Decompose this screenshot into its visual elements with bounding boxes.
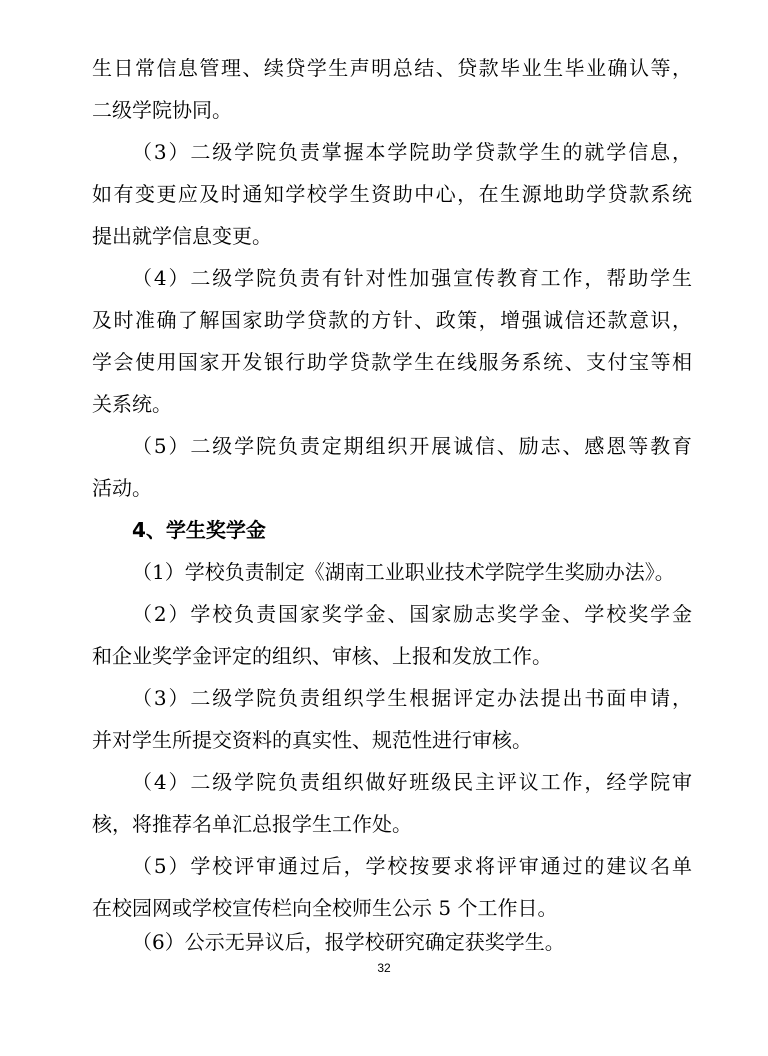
section-heading: 4、学生奖学金 (132, 518, 266, 542)
text-line: 在校园网或学校宣传栏向全校师生公示 5 个工作日。 (92, 896, 558, 920)
text-line: 并对学生所提交资料的真实性、规范性进行审核。 (92, 728, 532, 752)
text-line: （5）二级学院负责定期组织开展诚信、励志、感恩等教育 (132, 434, 692, 458)
text-line: （3）二级学院负责组织学生根据评定办法提出书面申请， (132, 686, 692, 710)
page-number: 32 (377, 961, 391, 975)
text-line: （2）学校负责国家奖学金、国家励志奖学金、学校奖学金 (132, 602, 692, 626)
text-line: （1）学校负责制定《湖南工业职业技术学院学生奖励办法》。 (132, 560, 675, 584)
text-line: （4）二级学院负责有针对性加强宣传教育工作，帮助学生 (132, 266, 692, 290)
text-line: 活动。 (92, 476, 152, 500)
text-line: 关系统。 (92, 392, 172, 416)
text-line: 和企业奖学金评定的组织、审核、上报和发放工作。 (92, 644, 552, 668)
text-line: （3）二级学院负责掌握本学院助学贷款学生的就学信息， (132, 140, 692, 164)
text-line: 及时准确了解国家助学贷款的方针、政策，增强诚信还款意识， (92, 308, 692, 332)
text-line: 二级学院协同。 (92, 98, 232, 122)
text-line: 学会使用国家开发银行助学贷款学生在线服务系统、支付宝等相 (92, 350, 692, 374)
text-line: （6）公示无异议后，报学校研究确定获奖学生。 (132, 930, 565, 954)
text-line: 核，将推荐名单汇总报学生工作处。 (92, 812, 412, 836)
text-line: 如有变更应及时通知学校学生资助中心，在生源地助学贷款系统 (92, 182, 692, 206)
text-line: （5）学校评审通过后，学校按要求将评审通过的建议名单 (132, 854, 692, 878)
text-line: （4）二级学院负责组织做好班级民主评议工作，经学院审 (132, 770, 692, 794)
text-line: 生日常信息管理、续贷学生声明总结、贷款毕业生毕业确认等， (92, 56, 692, 80)
text-line: 提出就学信息变更。 (92, 224, 272, 248)
